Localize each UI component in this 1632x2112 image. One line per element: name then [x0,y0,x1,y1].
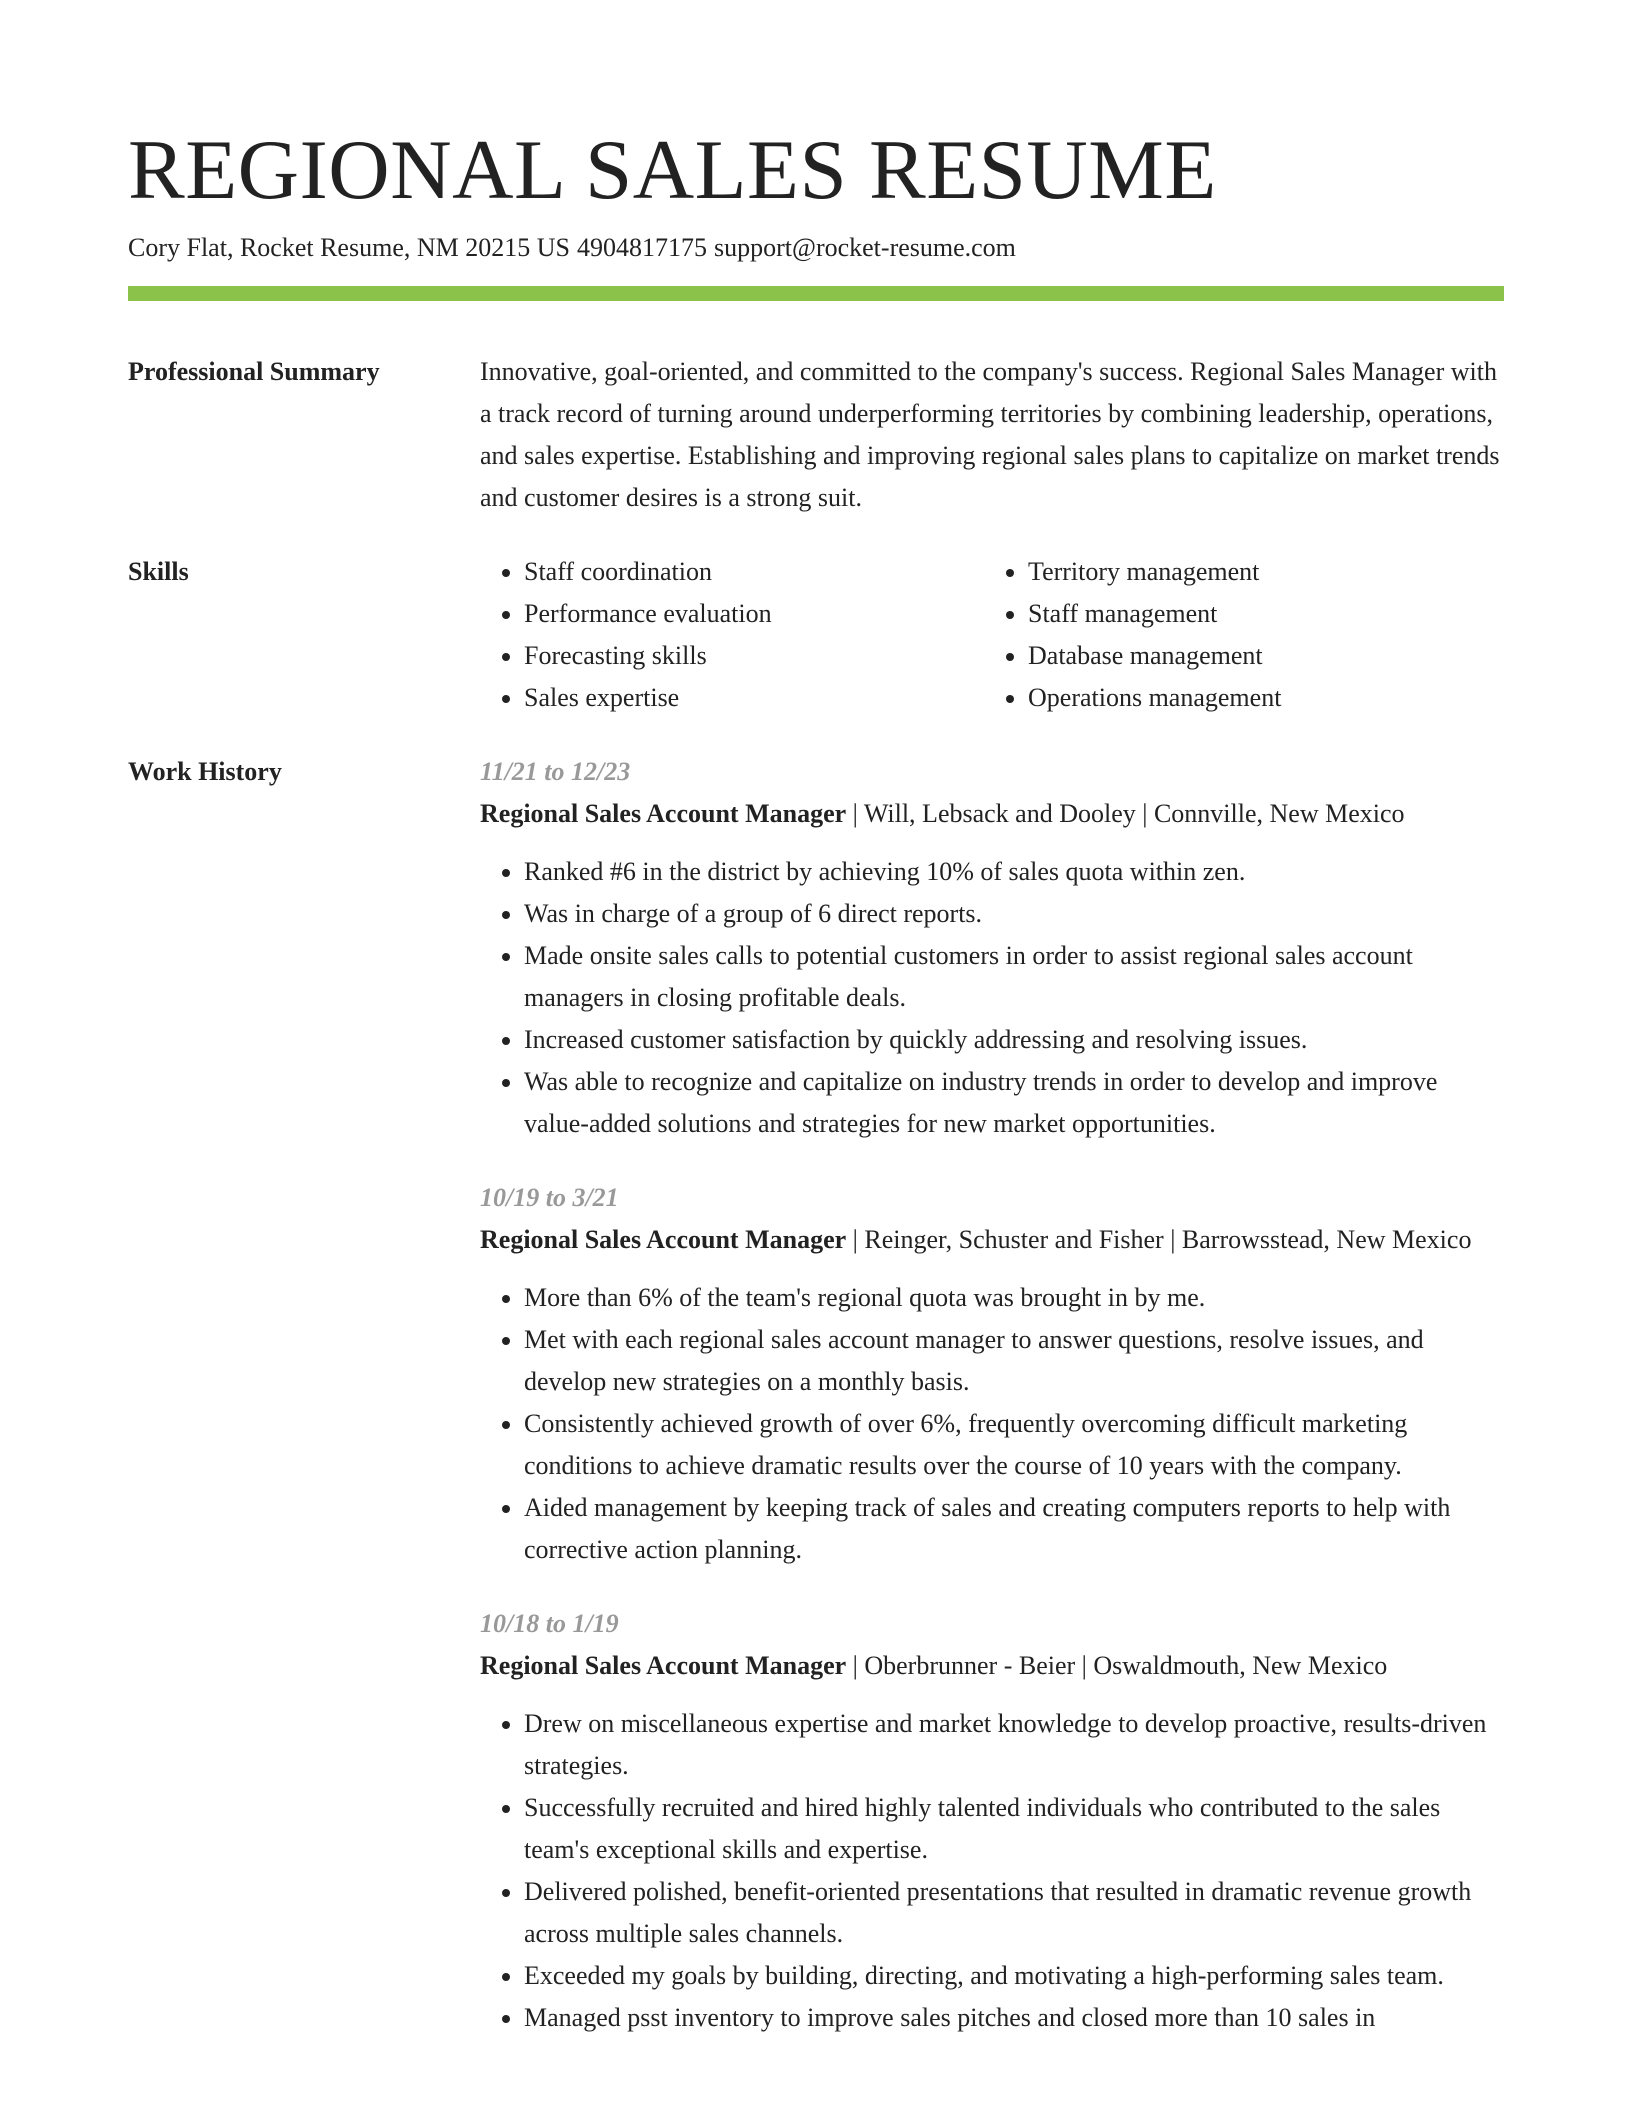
job-title-line [480,1645,1504,1687]
job-bullet: • Consistently achieved growth of over 6%, frequently overcoming difficult marketing conditions to achieve dramatic results over the course of 10 years with the company. [524,1403,1504,1487]
skill-item: • Territory management [1028,551,1504,593]
skills-list-right [984,551,1504,719]
job-title: Regional Sales Account Manager [480,799,847,828]
job-date: 10/18 to 1/19 [480,1609,619,1638]
job-date: 11/21 to 12/23 [480,757,631,786]
job-company-location: | Oberbrunner - Beier | Oswaldmouth, New Mexico [846,1651,1388,1680]
header-divider [128,286,1504,301]
job-title: Regional Sales Account Manager [480,1225,847,1254]
job-title-line [480,793,1504,835]
job-entry [480,751,1504,1145]
job-date: 10/19 to 3/21 [480,1183,619,1212]
skill-item: • Staff management [1028,593,1504,635]
job-bullet: • Delivered polished, benefit-oriented presentations that resulted in dramatic revenue growth across multiple sales channels. [524,1871,1504,1955]
job-entry [480,1603,1504,2039]
skill-item: • Forecasting skills [524,635,984,677]
job-bullet: • Ranked #6 in the district by achieving 10% of sales quota within zen. [524,851,1504,893]
skill-item: • Sales expertise [524,677,984,719]
job-bullets [480,851,1504,1145]
job-entry [480,1177,1504,1571]
skills-label: Skills [128,557,189,586]
contact-email: support@rocket-resume.com [714,233,1016,262]
skill-item: • Performance evaluation [524,593,984,635]
skill-item: • Database management [1028,635,1504,677]
job-bullet: • Was in charge of a group of 6 direct reports. [524,893,1504,935]
job-bullet: • Exceeded my goals by building, directing, and motivating a high-performing sales team. [524,1955,1504,1997]
work-history-label: Work History [128,757,282,786]
skills-section [128,551,1504,719]
contact-address: Cory Flat, Rocket Resume, NM 20215 US [128,233,570,262]
job-bullet: • Increased customer satisfaction by quickly addressing and resolving issues. [524,1019,1504,1061]
job-bullets [480,1277,1504,1571]
job-bullet: • Was able to recognize and capitalize on industry trends in order to develop and improve value-added solutions and strategies for new market opportunities. [524,1061,1504,1145]
skill-item: • Staff coordination [524,551,984,593]
job-bullet: • Successfully recruited and hired highly talented individuals who contributed to the sales team's exceptional skills and expertise. [524,1787,1504,1871]
resume-page [128,0,1504,2039]
job-bullet: • Made onsite sales calls to potential customers in order to assist regional sales account managers in closing profitable deals. [524,935,1504,1019]
job-bullets [480,1703,1504,2039]
job-bullet: • Drew on miscellaneous expertise and market knowledge to develop proactive, results-driven strategies. [524,1703,1504,1787]
resume-title: REGIONAL SALES RESUME [128,123,1217,217]
contact-line [128,230,1504,266]
summary-section [128,351,1504,519]
job-bullet: • Met with each regional sales account manager to answer questions, resolve issues, and develop new strategies on a monthly basis. [524,1319,1504,1403]
job-bullet: • Aided management by keeping track of sales and creating computers reports to help with corrective action planning. [524,1487,1504,1571]
contact-phone: 4904817175 [577,233,707,262]
summary-label: Professional Summary [128,357,380,386]
job-company-location: | Will, Lebsack and Dooley | Connville, New Mexico [846,799,1405,828]
job-bullet: • Managed psst inventory to improve sales pitches and closed more than 10 sales in [524,1997,1504,2039]
work-history-section [128,751,1504,2039]
skill-item: • Operations management [1028,677,1504,719]
job-company-location: | Reinger, Schuster and Fisher | Barrowsstead, New Mexico [846,1225,1472,1254]
summary-text: Innovative, goal-oriented, and committed to the company's success. Regional Sales Manager with a track record of turning around underperforming territories by combining leadership, operations, and sales expertise. Establishing and improving regional sales plans to capitalize on market trends and customer desires is a strong suit. [480,357,1500,512]
job-bullet: • More than 6% of the team's regional quota was brought in by me. [524,1277,1504,1319]
skills-list-left [480,551,984,719]
job-title-line [480,1219,1504,1261]
job-title: Regional Sales Account Manager [480,1651,847,1680]
